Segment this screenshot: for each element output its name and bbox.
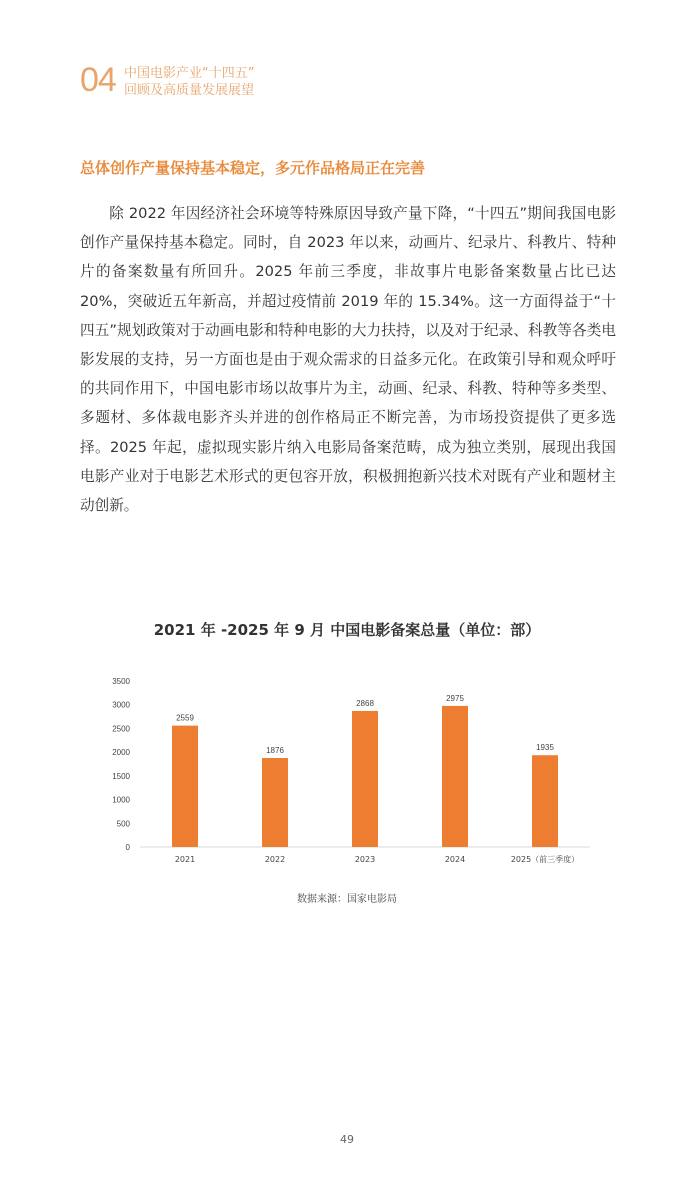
y-tick-label: 3500: [112, 677, 130, 686]
x-tick-label: 2022: [264, 855, 286, 864]
x-tick-label: 2023: [354, 855, 376, 864]
bar: [172, 726, 198, 847]
bar: [442, 706, 468, 847]
y-tick-label: 1500: [112, 771, 130, 781]
y-tick-label: 500: [116, 819, 130, 829]
bar: [352, 711, 378, 847]
bar-chart: [100, 670, 600, 875]
x-tick-label: 2021: [174, 855, 196, 864]
data-label: 1935: [536, 743, 554, 753]
y-tick-label: 3000: [112, 700, 130, 710]
data-label: 2868: [356, 698, 374, 708]
x-tick-label: 2025（前三季度）: [510, 855, 580, 864]
chart-title: 2021 年 -2025 年 9 月 中国电影备案总量（单位：部）: [153, 621, 541, 639]
y-tick-label: 2500: [112, 724, 130, 734]
bar: [532, 755, 558, 847]
data-label: 2975: [446, 693, 464, 703]
y-tick-label: 1000: [112, 795, 130, 805]
chapter-number: 04: [80, 61, 116, 99]
data-label: 1876: [266, 746, 284, 756]
y-tick-label: 0: [125, 843, 130, 852]
chapter-title-line1: 中国电影产业“十四五”: [124, 66, 255, 81]
body-paragraph: 除 2022 年因经济社会环境等特殊原因导致产量下降，“十四五”期间我国电影创作产量保持基本稳定。同时，自 2023 年以来，动画片、纪录片、科教片、特种片的备案数量有所回升。2025 年前三季度，非故事片电影备案数量占比已达 20%，突破近五年新高，并超过疫情前 2019 年的 15.34%。这一方面得益于“十四五”规划政策对于动画电影和特种电影的大力扶持，以及对于纪录、科教等各类电影发展的支持，另一方面也是由于观众需求的日益多元化。在政策引导和观众呼吁的共同作用下，中国电影市场以故事片为主，动画、纪录、科教、特种等多类型、多题材、多体裁电影齐头并进的创作格局正不断完善，为市场投资提供了更多选择。2025 年起，虚拟现实影片纳入电影局备案范畴，成为独立类别，展现出我国电影产业对于电影艺术形式的更包容开放，积极拥抱新兴技术对既有产业和题材主动创新。: [80, 205, 616, 515]
section-title: 总体创作产量保持基本稳定，多元作品格局正在完善: [80, 159, 426, 177]
data-label: 2559: [176, 713, 194, 723]
y-tick-label: 2000: [112, 748, 130, 758]
bar: [262, 758, 288, 847]
data-source: 数据来源：国家电影局: [297, 894, 397, 905]
page-number: 49: [340, 1133, 354, 1146]
chapter-title-line2: 回顾及高质量发展展望: [124, 83, 255, 98]
x-tick-label: 2024: [444, 855, 466, 864]
